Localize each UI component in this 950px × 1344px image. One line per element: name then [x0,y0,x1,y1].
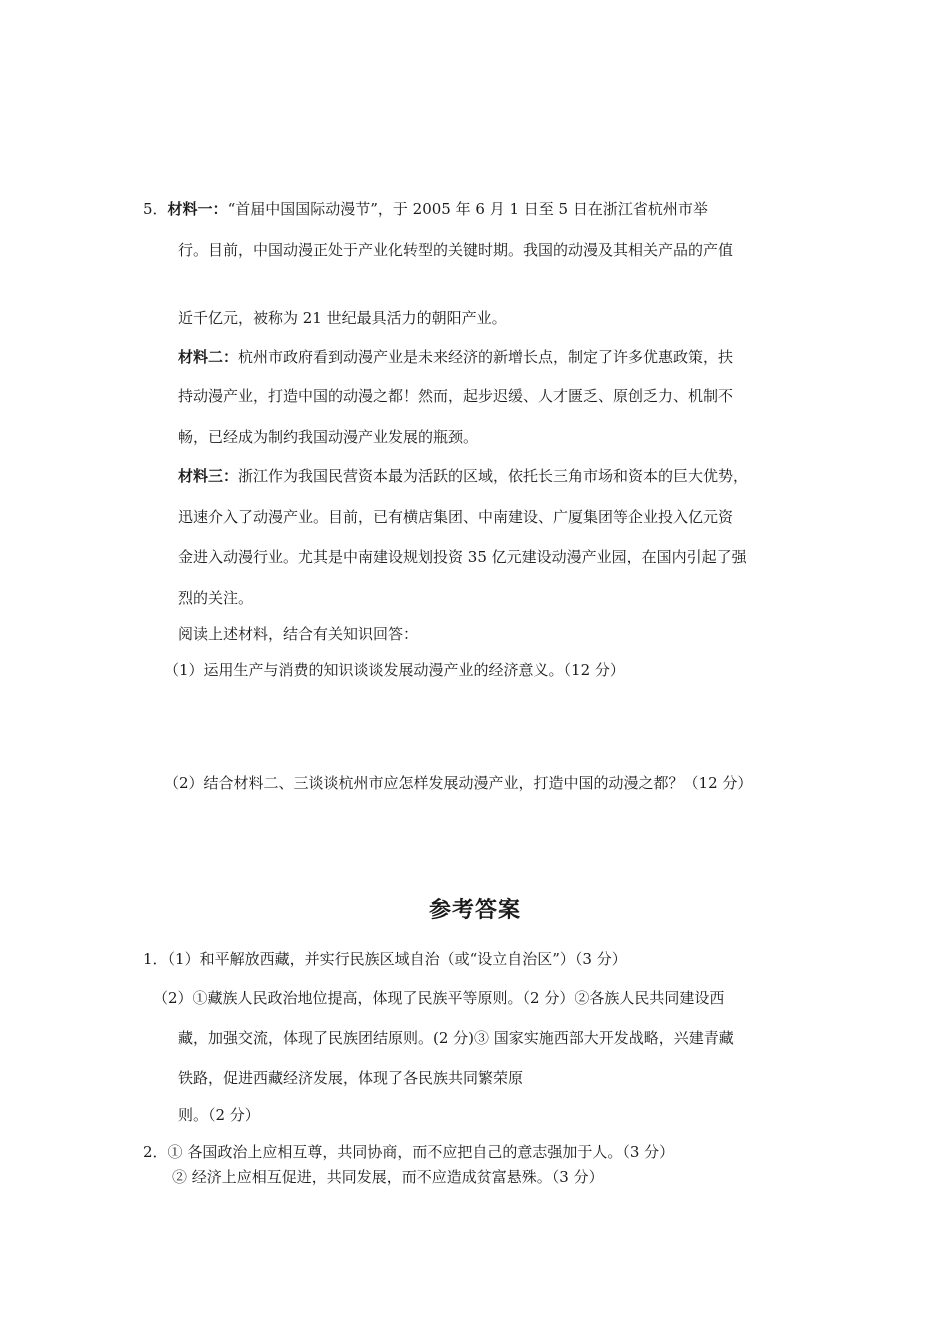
material-3-text: 浙江作为我国民营资本最为活跃的区域，依托长三角市场和资本的巨大优势， [238,467,749,485]
answer-1-part-2-line-2: 藏，加强交流，体现了民族团结原则。(2 分)③ 国家实施西部大开发战略，兴建青藏 [178,1029,734,1047]
question-number: 5． [143,200,168,218]
answer-2-point-1: ① 各国政治上应相互尊，共同协商，而不应把自己的意志强加于人。（3 分） [167,1143,675,1161]
sub-question-2: （2）结合材料二、三谈谈杭州市应怎样发展动漫产业，打造中国的动漫之都？（12 分） [164,774,753,792]
material-1-line-2: 行。目前，中国动漫正处于产业化转型的关键时期。我国的动漫及其相关产品的产值 [178,241,734,259]
material-3-line-1 [178,466,748,486]
answer-2-line-1 [143,1142,674,1162]
answer-2-point-2: ② 经济上应相互促进，共同发展，而不应造成贫富悬殊。（3 分） [172,1168,604,1186]
answer-1-line-1 [143,949,627,969]
material-1-text: “首届中国国际动漫节”，于 2005 年 6 月 1 日至 5 日在浙江省杭州市举 [227,200,708,218]
material-3-line-2: 迅速介入了动漫产业。目前，已有横店集团、中南建设、广厦集团等企业投入亿元资 [178,508,734,526]
answer-1-part-2-line-3: 铁路，促进西藏经济发展，体现了各民族共同繁荣原 [178,1069,524,1087]
answer-1-part-1: （1）和平解放西藏，并实行民族区域自治（或“设立自治区”）（3 分） [167,950,627,968]
material-2-text: 杭州市政府看到动漫产业是未来经济的新增长点，制定了许多优惠政策，扶 [238,348,734,366]
material-1-line-3: 近千亿元，被称为 21 世纪最具活力的朝阳产业。 [178,309,507,327]
material-3-label: 材料三： [178,467,239,485]
material-3-line-3: 金进入动漫行业。尤其是中南建设规划投资 35 亿元建设动漫产业园，在国内引起了强 [178,548,747,566]
answer-1-number: 1． [143,950,168,968]
sub-question-1: （1）运用生产与消费的知识谈谈发展动漫产业的经济意义。（12 分） [164,661,625,679]
material-2-line-3: 畅，已经成为制约我国动漫产业发展的瓶颈。 [178,428,479,446]
material-2-label: 材料二： [178,348,239,366]
instruction-text: 阅读上述材料，结合有关知识回答： [178,625,419,643]
material-3-line-4: 烈的关注。 [178,589,254,607]
material-2-line-1 [178,347,733,367]
answer-2-number: 2． [143,1143,168,1161]
answer-1-part-2-line-4: 则。（2 分） [178,1106,260,1124]
material-2-line-2: 持动漫产业，打造中国的动漫之都！然而，起步迟缓、人才匮乏、原创乏力、机制不 [178,387,734,405]
material-1-label: 材料一： [167,200,228,218]
question-5-line-1 [143,199,708,219]
answer-1-part-2-line-1: （2）①藏族人民政治地位提高，体现了民族平等原则。（2 分）②各族人民共同建设西 [153,989,725,1007]
answers-title: 参考答案 [428,898,521,923]
